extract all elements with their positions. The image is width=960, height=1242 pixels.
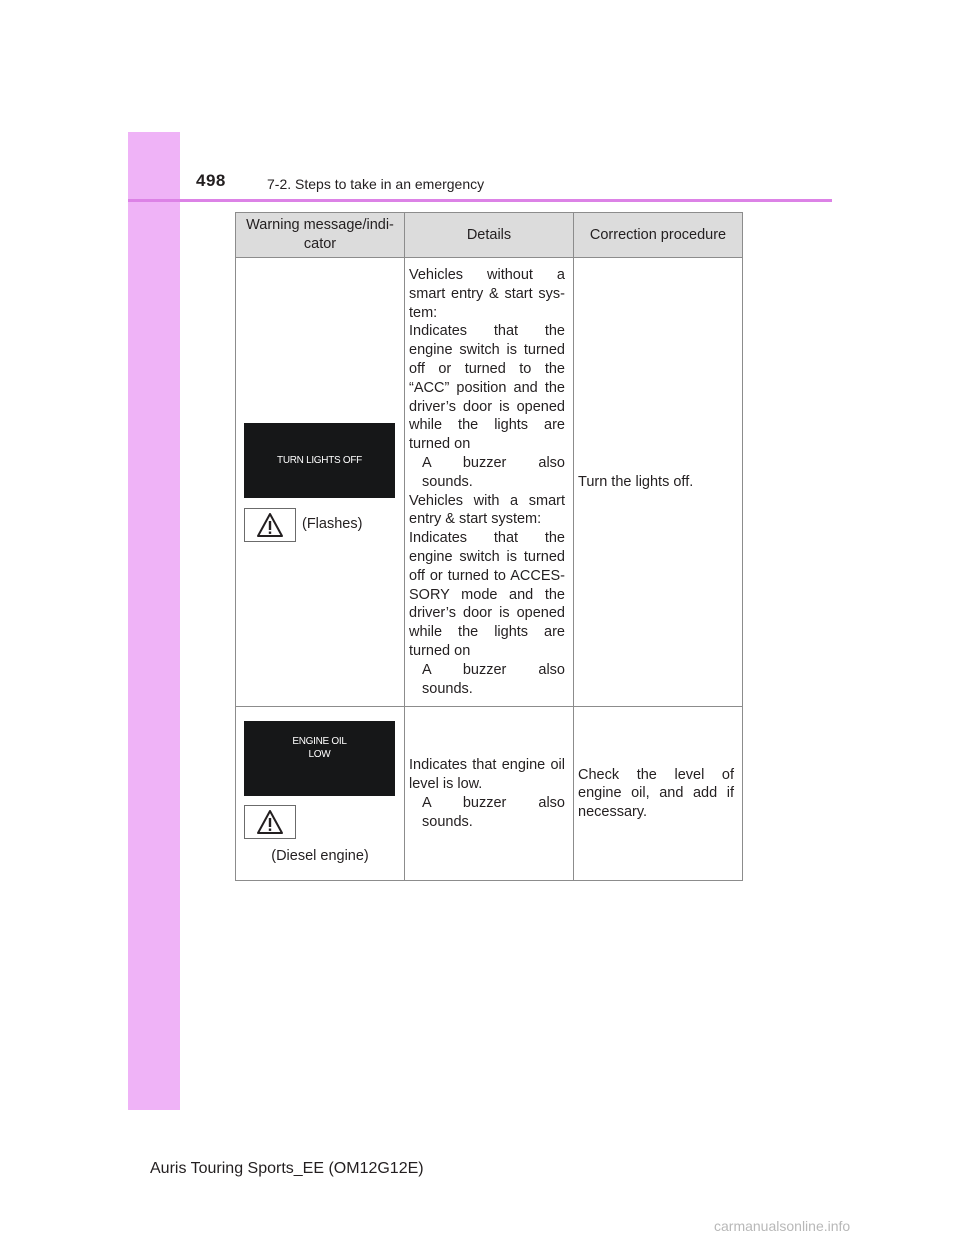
details-line: A buzzer also [422, 661, 565, 678]
screen-text: ENGINE OIL [292, 736, 347, 748]
header-rule [128, 199, 832, 202]
details-line: A buzzer also [422, 454, 565, 471]
details-line: Vehicles without a [409, 267, 565, 283]
details-line: SORY mode and the [409, 586, 565, 603]
display-screen [244, 423, 395, 498]
section-title: 7-2. Steps to take in an emergency [267, 176, 485, 192]
details-line: Indicates that engine oil [409, 757, 565, 774]
correction-line: engine oil, and add if [578, 785, 734, 802]
details-line: Indicates that the [409, 323, 565, 340]
header-details: Details [405, 213, 574, 258]
details-line: tem: [409, 304, 438, 321]
display-screen [244, 721, 395, 796]
correction-line: necessary. [578, 804, 648, 821]
details-line: driver’s door is opened [409, 398, 565, 415]
details-line: level is low. [409, 776, 483, 793]
correction-line: Check the level of [578, 766, 734, 783]
details-line: sounds. [422, 813, 473, 830]
header-warning-message [236, 213, 405, 258]
table-row [236, 258, 743, 707]
details-line: engine switch is turned [409, 342, 565, 359]
details-line: driver’s door is opened [409, 605, 565, 622]
indicator-label: (Flashes) [302, 516, 363, 533]
details-line: smart entry & start sys- [409, 285, 565, 302]
warning-triangle-icon [244, 805, 296, 839]
header-warning-line1: Warning message/indi- [246, 217, 394, 234]
indicator-label: (Diesel engine) [271, 848, 369, 865]
details-line: sounds. [422, 473, 473, 490]
details-line: Indicates that the [409, 530, 565, 547]
details-line: A buzzer also [422, 794, 565, 811]
warning-table [235, 212, 743, 881]
screen-text: LOW [308, 749, 331, 761]
screen-text: TURN LIGHTS OFF [277, 454, 362, 466]
details-line: engine switch is turned [409, 548, 565, 565]
chapter-sidebar-tab [128, 132, 180, 1110]
details-line: while the lights are [409, 624, 565, 641]
warning-message-cell [236, 258, 405, 707]
warning-message-cell [236, 707, 405, 881]
details-line: while the lights are [409, 417, 565, 434]
header-correction: Correction procedure [574, 213, 743, 258]
details-cell [405, 258, 574, 707]
table-header-row [236, 213, 743, 258]
footer-model-code: Auris Touring Sports_EE (OM12G12E) [150, 1160, 424, 1177]
correction-cell [574, 707, 743, 881]
details-cell [405, 707, 574, 881]
header-warning-line2: cator [303, 236, 337, 252]
details-line: turned on [409, 436, 471, 453]
correction-line: Turn the lights off. [578, 473, 694, 490]
details-line: Vehicles with a smart [409, 492, 565, 509]
details-line: off or turned to the [409, 360, 565, 377]
details-line: turned on [409, 642, 471, 659]
watermark: carmanualsonline.info [714, 1218, 851, 1234]
details-line: off or turned to ACCES- [409, 567, 565, 584]
table-row [236, 707, 743, 881]
correction-cell [574, 258, 743, 707]
details-line: entry & start system: [409, 511, 542, 528]
details-line: “ACC” position and the [409, 379, 565, 396]
page-number: 498 [196, 171, 226, 190]
warning-triangle-icon [244, 508, 296, 542]
details-line: sounds. [422, 680, 473, 697]
